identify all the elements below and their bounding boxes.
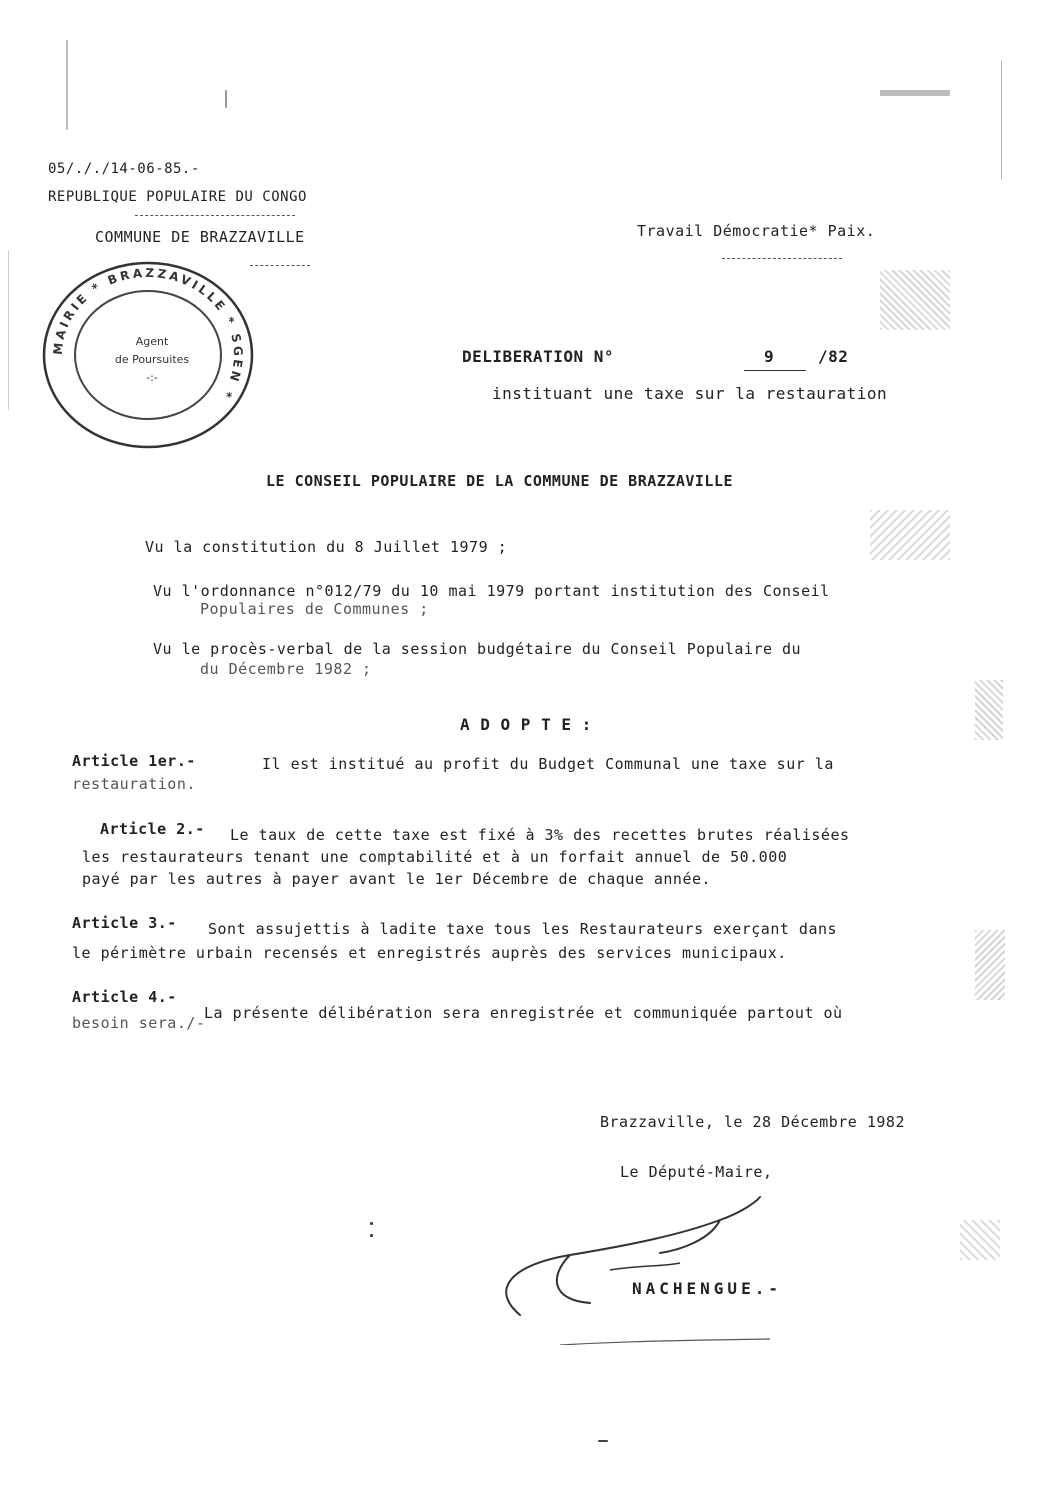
- header-divider: [135, 215, 295, 216]
- place-and-date: Brazzaville, le 28 Décembre 1982: [600, 1113, 905, 1131]
- signatory-role: Le Député-Maire,: [620, 1163, 773, 1181]
- article-label: Article 4.-: [72, 988, 177, 1006]
- scan-noise: [880, 270, 950, 330]
- deliberation-label: DELIBERATION N°: [462, 347, 614, 366]
- adopte-heading: A D O P T E :: [460, 715, 592, 734]
- article-label: Article 1er.-: [72, 752, 196, 770]
- commune-name: COMMUNE DE BRAZZAVILLE: [95, 228, 305, 246]
- scan-mark: [880, 90, 950, 96]
- scan-noise: [870, 510, 950, 560]
- reference-number: 05/././14-06-85.-: [48, 161, 200, 177]
- stamp-ring-text: MAIRIE * BRAZZAVILLE * SGEN *: [50, 265, 246, 403]
- scan-noise: [960, 1220, 1000, 1260]
- handwritten-signature: [480, 1195, 910, 1345]
- scan-mark: [66, 40, 68, 130]
- scan-mark: [370, 1234, 373, 1237]
- header-divider: [250, 265, 310, 266]
- article-text: besoin sera./-: [72, 1014, 206, 1032]
- scan-mark: [598, 1440, 608, 1442]
- scan-mark: [370, 1222, 373, 1225]
- number-underline: [744, 370, 806, 371]
- consideration-line: Vu la constitution du 8 Juillet 1979 ;: [145, 538, 508, 556]
- article-text: Il est institué au profit du Budget Communal une taxe sur la: [262, 755, 834, 773]
- article-text: La présente délibération sera enregistrée et communiquée partout où: [204, 1004, 843, 1022]
- council-heading: LE CONSEIL POPULAIRE DE LA COMMUNE DE BRAZZAVILLE: [266, 472, 734, 490]
- consideration-line: Vu l'ordonnance n°012/79 du 10 mai 1979 portant institution des Conseil: [153, 582, 830, 600]
- article-text: Le taux de cette taxe est fixé à 3% des recettes brutes réalisées: [230, 826, 850, 844]
- stamp-center-line: de Poursuites: [114, 353, 190, 366]
- scan-mark: [1001, 60, 1002, 180]
- national-motto: Travail Démocratie* Paix.: [637, 222, 876, 240]
- republic-name: REPUBLIQUE POPULAIRE DU CONGO: [48, 189, 307, 205]
- stamp-center-line: Agent: [135, 335, 169, 348]
- scan-mark: [225, 90, 227, 108]
- article-text: les restaurateurs tenant une comptabilité et à un forfait annuel de 50.000: [82, 848, 788, 866]
- consideration-line: Vu le procès-verbal de la session budgétaire du Conseil Populaire du: [153, 640, 802, 658]
- consideration-line: Populaires de Communes ;: [200, 600, 429, 618]
- article-text: Sont assujettis à ladite taxe tous les Restaurateurs exerçant dans: [208, 920, 838, 938]
- scan-noise: [975, 680, 1003, 740]
- stamp-center-line: -:-: [146, 371, 158, 384]
- article-text: le périmètre urbain recensés et enregistrés auprès des services municipaux.: [72, 944, 787, 962]
- official-stamp: [38, 255, 258, 455]
- scan-noise: [975, 930, 1005, 1000]
- article-label: Article 2.-: [100, 820, 205, 838]
- deliberation-year: /82: [818, 347, 849, 366]
- article-text: payé par les autres à payer avant le 1er Décembre de chaque année.: [82, 870, 712, 888]
- deliberation-number: 9: [764, 347, 775, 366]
- article-text: restauration.: [72, 775, 196, 793]
- motto-divider: [722, 258, 842, 259]
- deliberation-subject: instituant une taxe sur la restauration: [492, 384, 888, 403]
- scan-mark: [8, 250, 9, 410]
- signatory-name: NACHENGUE.-: [632, 1279, 782, 1298]
- article-label: Article 3.-: [72, 914, 177, 932]
- consideration-line: du Décembre 1982 ;: [200, 660, 372, 678]
